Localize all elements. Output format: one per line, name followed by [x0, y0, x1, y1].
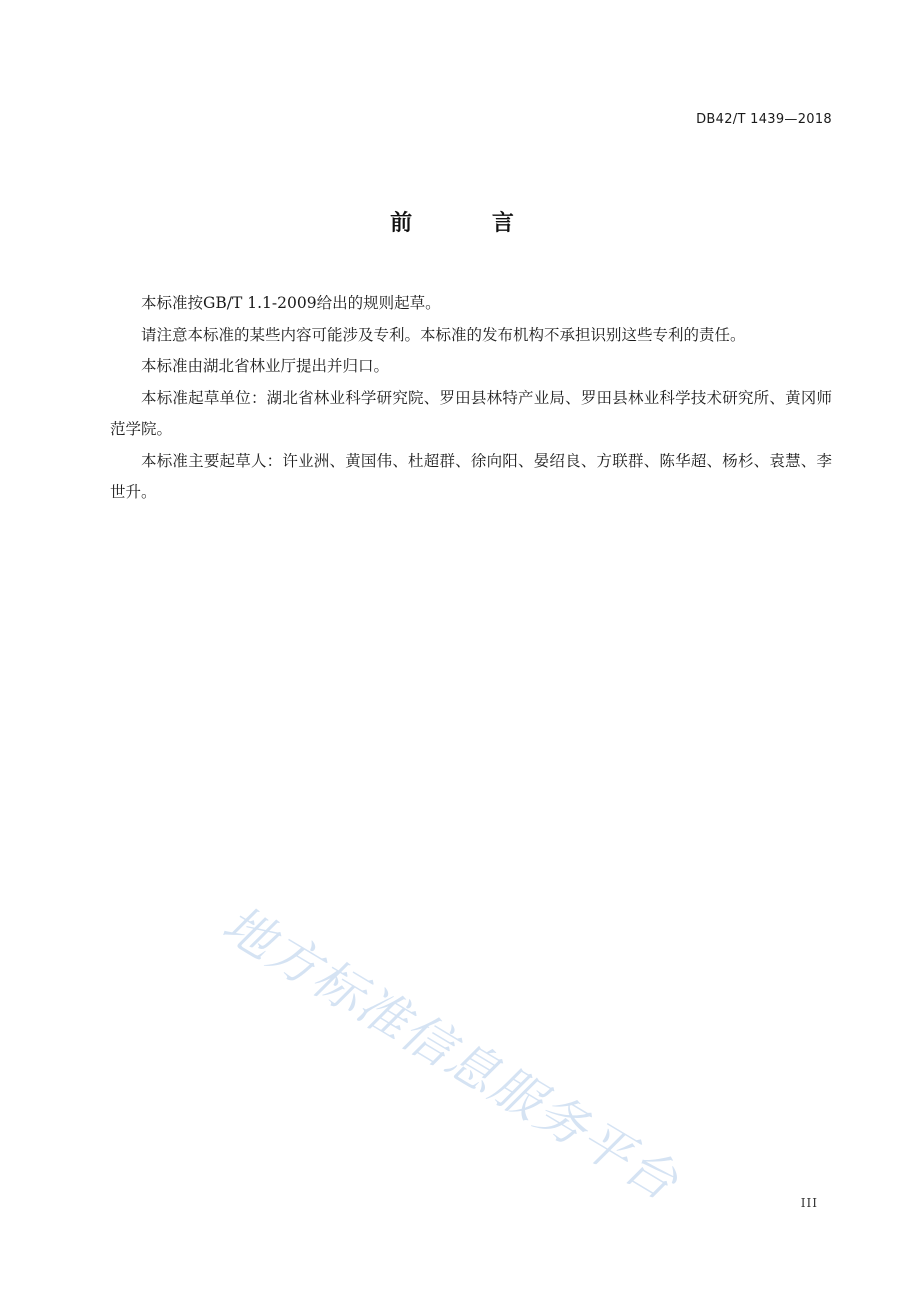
- paragraph-proposer: 本标准由湖北省林业厅提出并归口。: [141, 357, 390, 375]
- watermark-text: 地方标准信息服务平台: [213, 894, 689, 1213]
- preface-body: [110, 288, 832, 509]
- paragraph-drafting-units: 本标准起草单位：湖北省林业科学研究院、罗田县林特产业局、罗田县林业科学技术研究所、黄冈师范学院。: [110, 388, 832, 438]
- section-title: 前 言: [390, 211, 550, 236]
- paragraph-drafters: 本标准主要起草人：许业洲、黄国伟、杜超群、徐向阳、晏绍良、方联群、陈华超、杨杉、袁慧、李世升。: [110, 451, 832, 501]
- document-code: DB42/T 1439—2018: [696, 112, 832, 127]
- paragraph-drafting-rules: 本标准按GB/T 1.1-2009给出的规则起草。: [141, 294, 441, 312]
- page-number: III: [800, 1196, 818, 1210]
- paragraph-patent-notice: 请注意本标准的某些内容可能涉及专利。本标准的发布机构不承担识别这些专利的责任。: [141, 325, 746, 344]
